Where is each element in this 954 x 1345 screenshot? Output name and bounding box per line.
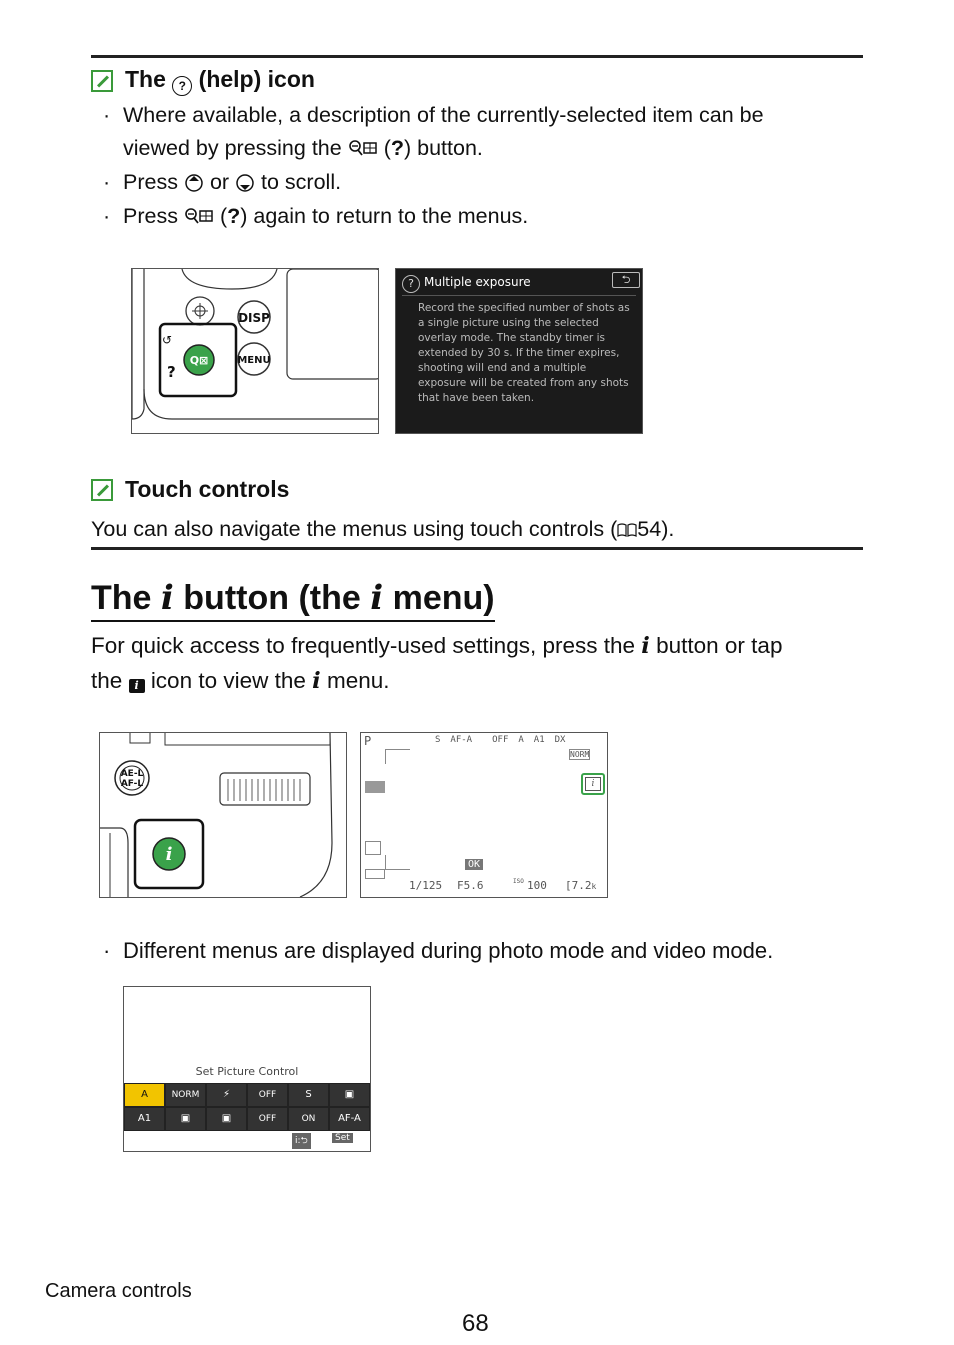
- touch-note-text: You can also navigate the menus using touch controls ( 54).: [91, 517, 675, 541]
- top-status-row: S AF-A OFF A A1 DX: [435, 735, 566, 745]
- shooting-display: P S AF-A OFF A A1 DX NORM i OK 1/125 F5.6 ISO 100 [7.2k: [360, 732, 608, 898]
- i-menu-set-button[interactable]: Set: [332, 1133, 353, 1143]
- back-icon: ⮌: [612, 272, 640, 288]
- multi-selector-down-icon: [235, 173, 255, 193]
- svg-text:AF-L: AF-L: [120, 779, 144, 789]
- i-menu-item-silent[interactable]: OFF: [247, 1107, 288, 1131]
- help-screen-text: Record the specified number of shots as a single picture using the selected overlay mode. The standby timer is extended by 30 s. If the timer expires, shooting will end and a multiple exposure will be created from any shots that have been taken.: [418, 302, 630, 404]
- help-screen: [395, 268, 643, 434]
- exposure-mode: P: [364, 734, 372, 748]
- i-menu-screen: [123, 986, 371, 1152]
- camera-buttons-drawing: [132, 269, 378, 433]
- i-menu-item-image-quality[interactable]: NORM: [165, 1083, 206, 1107]
- intro-line-2: the i icon to view the i menu.: [91, 668, 390, 694]
- svg-text:MENU: MENU: [237, 355, 271, 366]
- help-note-heading: The ? (help) icon: [91, 66, 315, 96]
- note-pencil-icon: [91, 70, 113, 92]
- shots-remaining: [7.2k: [565, 879, 597, 892]
- note-bottom-rule: [91, 547, 863, 550]
- i-button-icon: i: [160, 578, 174, 618]
- ok-focus-icon: OK: [465, 859, 483, 870]
- i-menu-item-flash[interactable]: ⚡: [206, 1083, 247, 1107]
- i-menu-item-wireless[interactable]: OFF: [247, 1083, 288, 1107]
- note-pencil-icon: [91, 479, 113, 501]
- iso-value: 100: [527, 879, 547, 892]
- footer-section: Camera controls: [45, 1280, 192, 1302]
- camera-i-button-illustration: [99, 732, 347, 898]
- i-menu-item-metering[interactable]: ▣: [206, 1107, 247, 1131]
- i-menu-back-button[interactable]: i:⮌: [292, 1133, 311, 1149]
- battery-icon: [365, 869, 385, 879]
- i-menu-item-picture-control[interactable]: A: [124, 1083, 165, 1107]
- page-ref-link[interactable]: 54: [637, 517, 662, 541]
- i-button-icon: i: [370, 578, 384, 618]
- multi-selector-up-icon: [184, 173, 204, 193]
- section-title: The i button (the i menu): [91, 576, 495, 622]
- svg-text:?: ?: [167, 363, 176, 381]
- i-menu-touch-icon[interactable]: i: [581, 773, 605, 795]
- top-rule: [91, 55, 863, 58]
- page-number: 68: [462, 1310, 489, 1337]
- i-menu-item-focus-mode[interactable]: AF-A: [329, 1107, 370, 1131]
- shutter-speed: 1/125: [409, 879, 443, 892]
- i-menu-grid: [124, 1083, 370, 1131]
- i-button-icon: i: [641, 633, 650, 659]
- help-screen-question-icon: ?: [402, 275, 420, 293]
- i-menu-item-release-mode[interactable]: S: [288, 1083, 329, 1107]
- help-icon: ?: [172, 76, 192, 96]
- i-menu-item-focus-area[interactable]: ▣: [329, 1083, 370, 1107]
- quality-norm: NORM: [570, 750, 590, 759]
- i-menu-item-image-size[interactable]: ▣: [165, 1107, 206, 1131]
- zoom-out-thumbnail-icon: [348, 139, 378, 159]
- svg-text:i: i: [165, 844, 173, 865]
- i-button-icon: i: [312, 668, 321, 694]
- help-screen-title: Multiple exposure: [424, 275, 531, 289]
- i-menu-item-white-balance[interactable]: A1: [124, 1107, 165, 1131]
- aperture: F5.6: [457, 879, 484, 892]
- svg-text:DISP: DISP: [238, 311, 270, 325]
- camera-back-illustration: [131, 268, 379, 434]
- svg-text:↺: ↺: [162, 333, 173, 347]
- svg-text:AE-L: AE-L: [120, 769, 144, 779]
- svg-text:Q⊠: Q⊠: [189, 354, 209, 367]
- touch-note-heading: Touch controls: [91, 476, 289, 503]
- i-menu-title: Set Picture Control: [195, 1065, 299, 1078]
- camera-i-drawing: [100, 733, 346, 897]
- i-menu-box-icon: i: [129, 679, 145, 693]
- i-menu-item-vibration[interactable]: ON: [288, 1107, 329, 1131]
- zoom-out-thumbnail-icon: [184, 207, 214, 227]
- page-reference-icon: [617, 522, 637, 538]
- intro-line-1: For quick access to frequently-used settings, press the i button or tap: [91, 633, 783, 659]
